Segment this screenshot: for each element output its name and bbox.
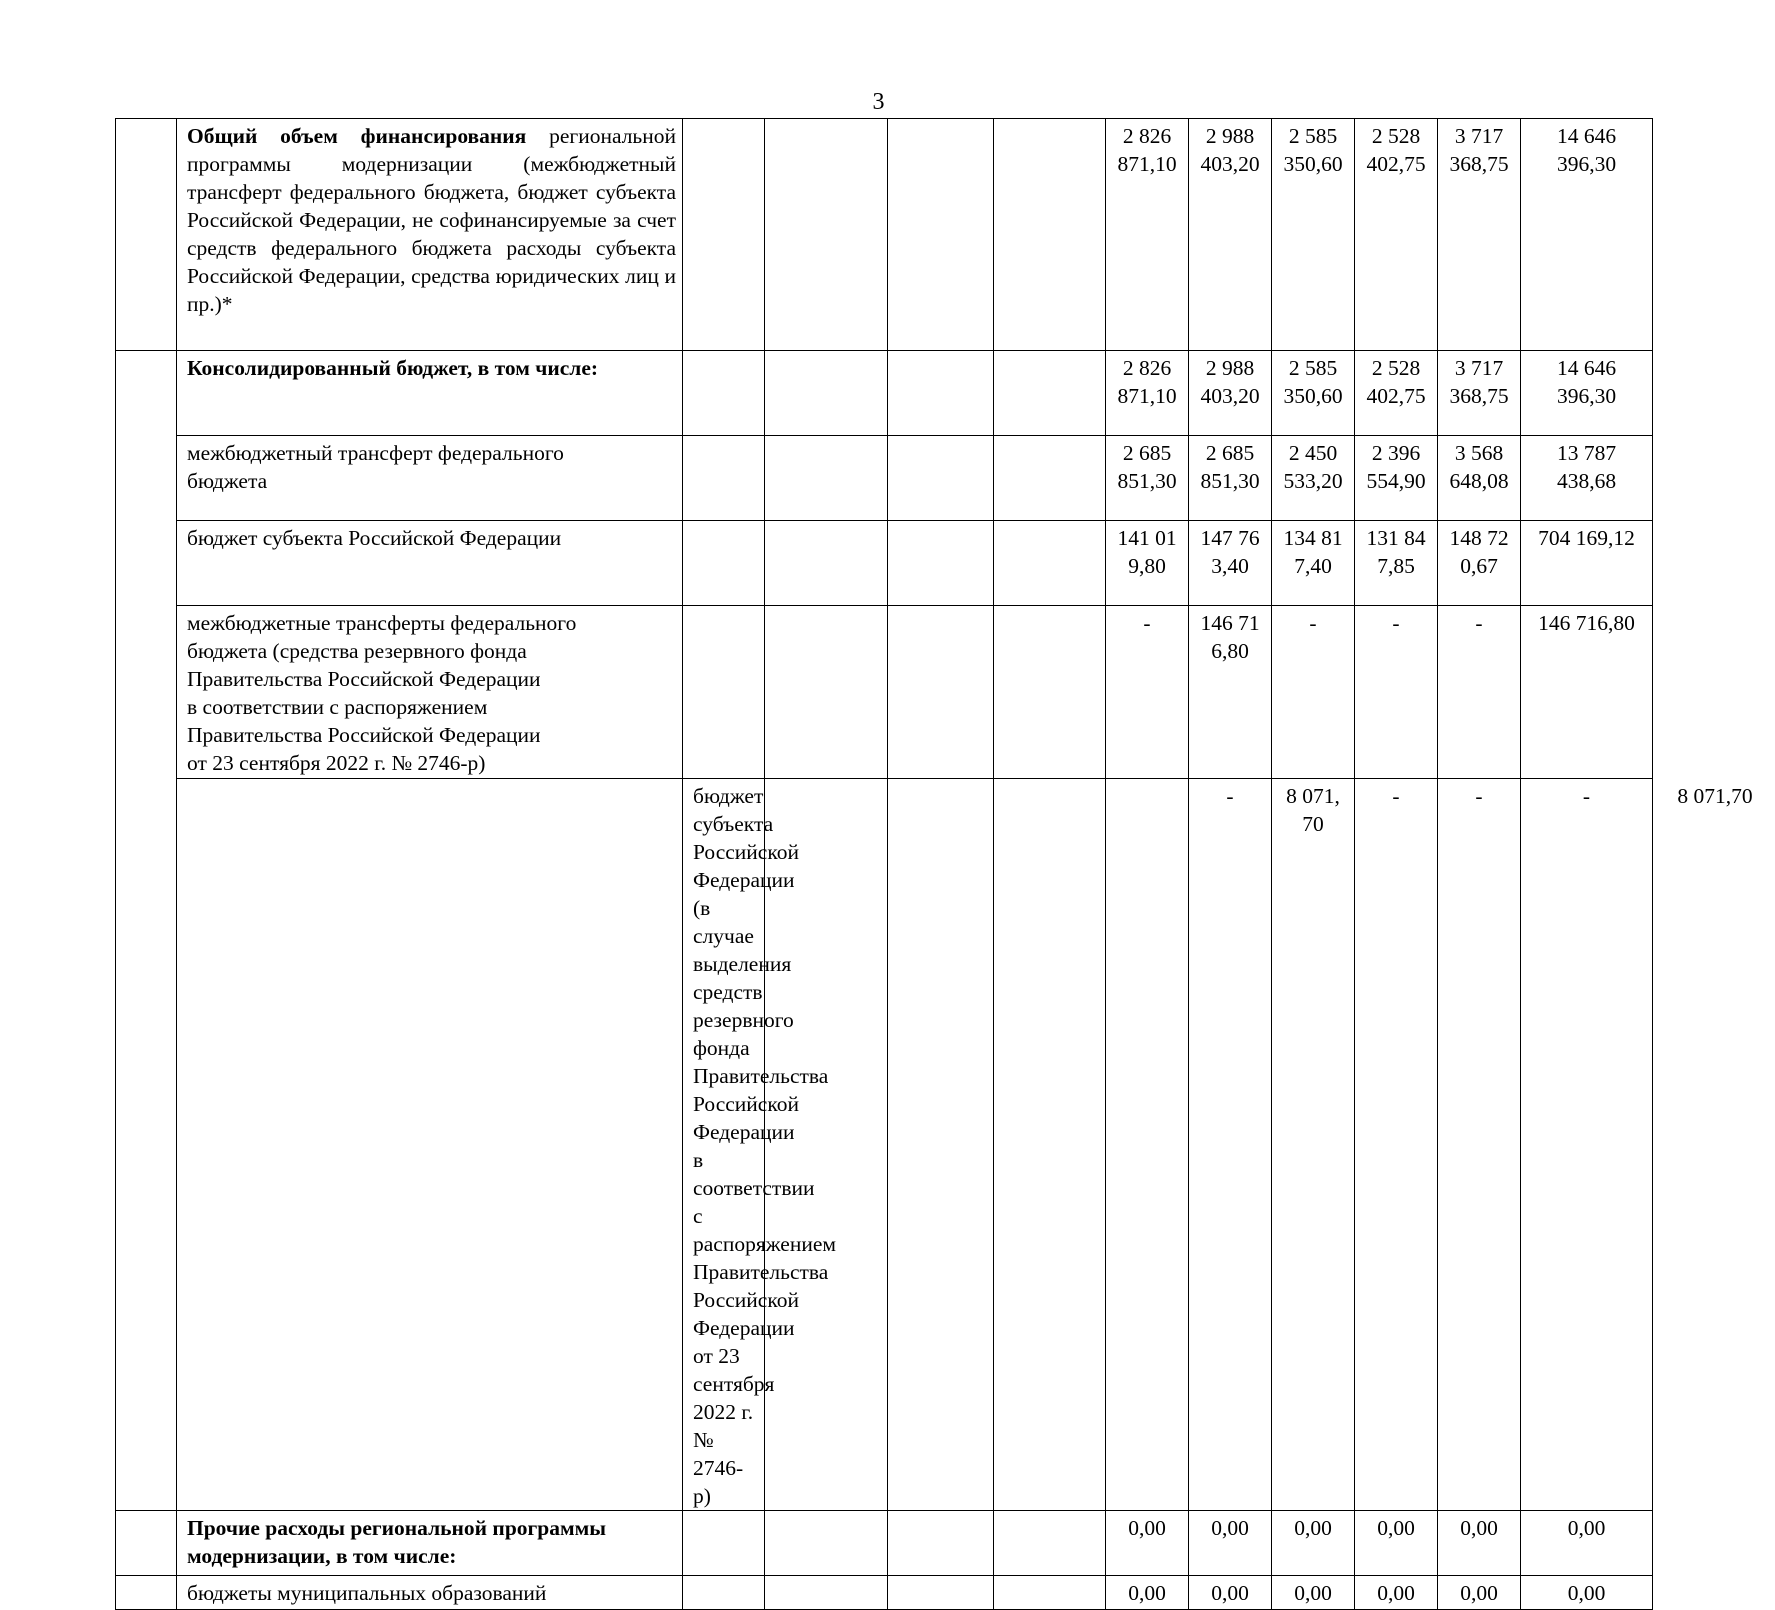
row-description-bold: Общий объем финансирования: [187, 124, 527, 148]
table-row: [116, 351, 1653, 436]
value-cell: 0,00: [1189, 1576, 1272, 1610]
index-cell: [116, 119, 177, 351]
empty-cell: [888, 1576, 994, 1610]
value-cell: 147 763,40: [1189, 521, 1272, 606]
row-description: бюджеты муниципальных образований: [177, 1576, 683, 1610]
value-cell: 2 528 402,75: [1355, 351, 1438, 436]
value-cell: 2 826 871,10: [1106, 351, 1189, 436]
value-cell: 2 685 851,30: [1189, 436, 1272, 521]
value-cell: 8 071,70: [1272, 779, 1355, 1511]
total-cell: 146 716,80: [1521, 606, 1653, 779]
empty-cell: [1106, 779, 1189, 1511]
empty-cell: [994, 779, 1106, 1511]
empty-cell: [683, 521, 765, 606]
value-cell: 2 585 350,60: [1272, 119, 1355, 351]
total-cell: 14 646 396,30: [1521, 351, 1653, 436]
empty-cell: [994, 351, 1106, 436]
page-number: 3: [872, 89, 885, 115]
total-cell: 0,00: [1521, 1576, 1653, 1610]
empty-cell: [683, 119, 765, 351]
empty-cell: [765, 1576, 888, 1610]
empty-cell: [888, 436, 994, 521]
empty-cell: [765, 521, 888, 606]
total-cell: 0,00: [1521, 1511, 1653, 1576]
value-cell: 2 585 350,60: [1272, 351, 1355, 436]
value-cell: 2 826 871,10: [1106, 119, 1189, 351]
value-cell: 0,00: [1355, 1576, 1438, 1610]
empty-cell: [994, 1576, 1106, 1610]
value-cell: 3 568 648,08: [1438, 436, 1521, 521]
value-cell: 2 685 851,30: [1106, 436, 1189, 521]
index-cell: [116, 1511, 177, 1576]
value-cell: -: [1438, 606, 1521, 779]
value-cell: 2 988 403,20: [1189, 119, 1272, 351]
empty-cell: [994, 119, 1106, 351]
empty-cell: [994, 606, 1106, 779]
empty-cell: [765, 119, 888, 351]
value-cell: 3 717 368,75: [1438, 119, 1521, 351]
empty-cell: [765, 436, 888, 521]
table-row: [116, 521, 1653, 606]
empty-cell: [888, 351, 994, 436]
index-cell: [177, 779, 683, 1511]
value-cell: -: [1355, 779, 1438, 1511]
value-cell: 146 716,80: [1189, 606, 1272, 779]
value-cell: 3 717 368,75: [1438, 351, 1521, 436]
value-cell: 131 847,85: [1355, 521, 1438, 606]
value-cell: 0,00: [1106, 1576, 1189, 1610]
value-cell: -: [1438, 779, 1521, 1511]
empty-cell: [683, 436, 765, 521]
total-cell: 13 787 438,68: [1521, 436, 1653, 521]
empty-cell: [994, 1511, 1106, 1576]
empty-cell: [683, 351, 765, 436]
value-cell: -: [1521, 779, 1653, 1511]
empty-cell: [683, 1576, 765, 1610]
empty-cell: [765, 351, 888, 436]
value-cell: 0,00: [1189, 1511, 1272, 1576]
row-description: [177, 119, 683, 351]
value-cell: 134 817,40: [1272, 521, 1355, 606]
empty-cell: [994, 521, 1106, 606]
table-row: [116, 436, 1653, 521]
value-cell: 0,00: [1438, 1576, 1521, 1610]
table-row: бюджет субъекта Российской Федерации (в случае выделения средств резервного фонда Правительства Российской Федерации в соответствии с распоряжением Правительства Российской Федерации от 23 сентября 2022 г. № 2746-р) - 8 071,70 - - - 8 071,70: [116, 779, 1653, 1511]
financing-table: [115, 118, 1753, 1610]
row-description: Консолидированный бюджет, в том числе:: [177, 351, 683, 436]
value-cell: -: [1272, 606, 1355, 779]
empty-cell: [888, 119, 994, 351]
value-cell: 2 528 402,75: [1355, 119, 1438, 351]
index-cell: [116, 1576, 177, 1610]
value-cell: 2 450 533,20: [1272, 436, 1355, 521]
empty-cell: [683, 606, 765, 779]
row-description: межбюджетные трансферты федерального бюджета (средства резервного фонда Правительства Российской Федерации в соответствии с распоряжением Правительства Российской Федерации от 23 сентября 2022 г. № 2746-р): [177, 606, 683, 779]
row-description: Прочие расходы региональной программы модернизации, в том числе:: [177, 1511, 683, 1576]
value-cell: 0,00: [1272, 1576, 1355, 1610]
table-row: [116, 119, 1653, 351]
value-cell: 0,00: [1438, 1511, 1521, 1576]
row-description-rest: региональной программы модернизации (межбюджетный трансферт федерального бюджета, бюджет субъекта Российской Федерации, не софинансируемые за счет средств федерального бюджета расходы субъекта Российской Федерации, средства юридических лиц и пр.)*: [187, 124, 676, 316]
value-cell: 0,00: [1355, 1511, 1438, 1576]
value-cell: 141 019,80: [1106, 521, 1189, 606]
table-row: [116, 1576, 1653, 1610]
empty-cell: [888, 1511, 994, 1576]
empty-cell: [683, 1511, 765, 1576]
index-cell: [116, 351, 177, 1511]
value-cell: -: [1355, 606, 1438, 779]
empty-cell: [888, 779, 994, 1511]
empty-cell: [888, 521, 994, 606]
total-cell: 14 646 396,30: [1521, 119, 1653, 351]
value-cell: 2 396 554,90: [1355, 436, 1438, 521]
row-description: бюджет субъекта Российской Федерации: [177, 521, 683, 606]
empty-cell: [888, 606, 994, 779]
value-cell: 0,00: [1272, 1511, 1355, 1576]
empty-cell: [765, 606, 888, 779]
value-cell: -: [1189, 779, 1272, 1511]
value-cell: 148 720,67: [1438, 521, 1521, 606]
table-row: [116, 606, 1653, 779]
value-cell: 2 988 403,20: [1189, 351, 1272, 436]
total-cell: 704 169,12: [1521, 521, 1653, 606]
empty-cell: [765, 1511, 888, 1576]
table-row: [116, 1511, 1653, 1576]
row-description: межбюджетный трансферт федерального бюджета: [177, 436, 683, 521]
empty-cell: [994, 436, 1106, 521]
value-cell: 0,00: [1106, 1511, 1189, 1576]
value-cell: -: [1106, 606, 1189, 779]
row-description: бюджет субъекта Российской Федерации (в случае выделения средств резервного фонда Правительства Российской Федерации в соответствии с распоряжением Правительства Российской Федерации от 23 сентября 2022 г. № 2746-р): [683, 779, 765, 1511]
